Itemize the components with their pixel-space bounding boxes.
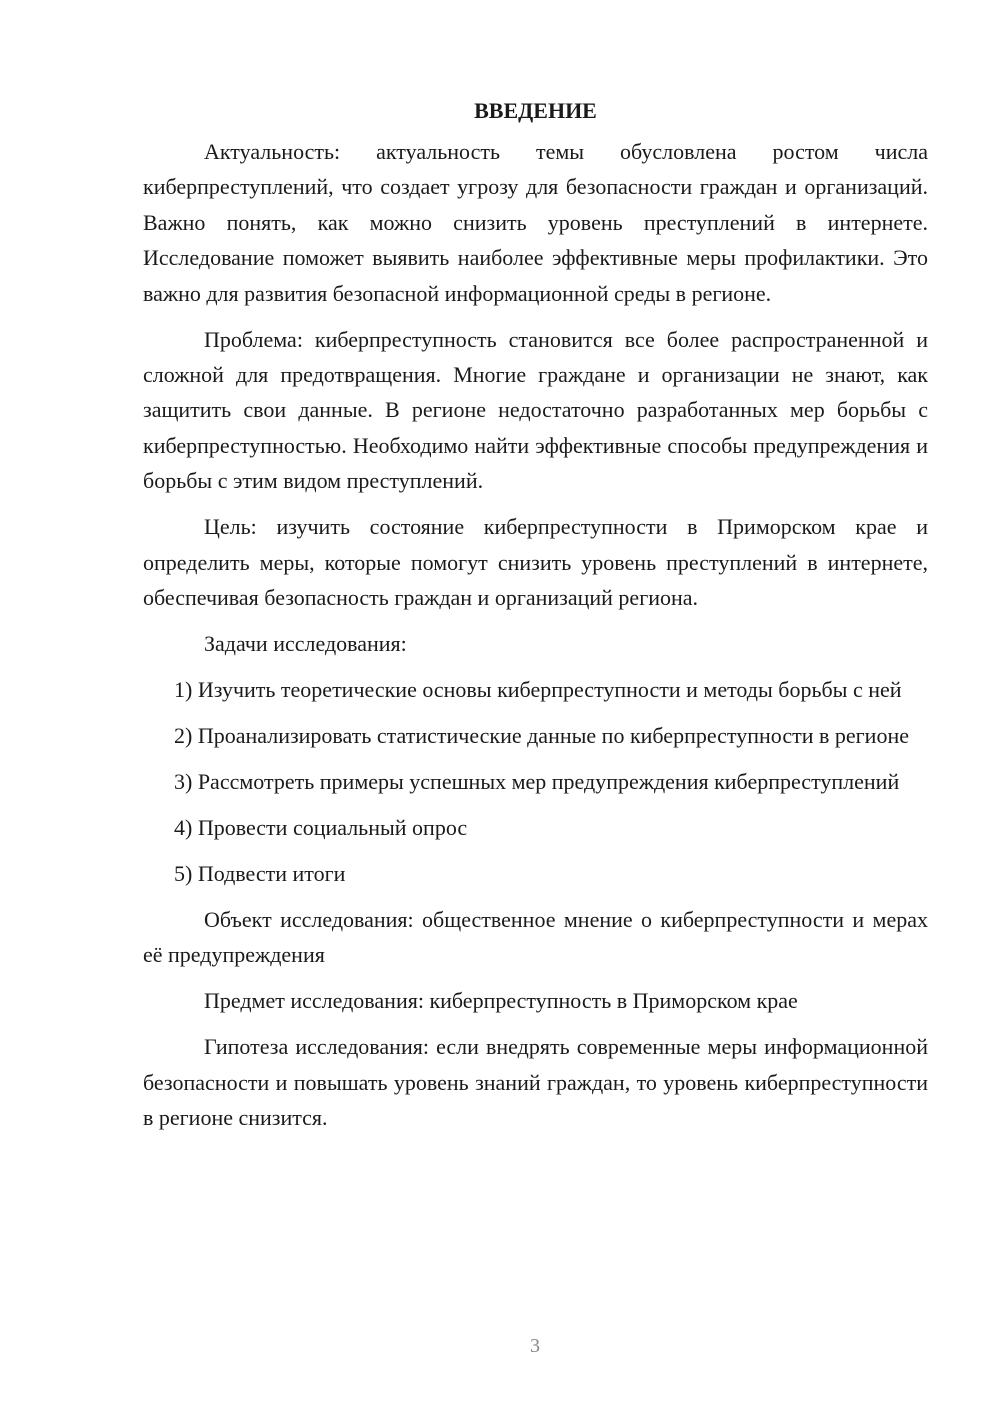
- task-item-5: 5) Подвести итоги: [174, 861, 346, 887]
- relevance-paragraph: Актуальность: актуальность темы обусловлена ростом числа киберпреступлений, что создает угрозу для безопасности граждан и организаций. Важно понять, как можно снизить уровень преступлений в интернете. Исследование поможет выявить наиболее эффективные меры профилактики. Это важно для развития безопасной информационной среды в регионе.: [143, 139, 928, 306]
- section-title: ВВЕДЕНИЕ: [474, 98, 597, 123]
- object-paragraph: Объект исследования: общественное мнение о киберпреступности и мерах её предупреждения: [143, 907, 928, 968]
- hypothesis-paragraph: Гипотеза исследования: если внедрять современные меры информационной безопасности и повышать уровень знаний граждан, то уровень киберпреступности в регионе снизится.: [143, 1034, 928, 1131]
- task-item-2: 2) Проанализировать статистические данные по киберпреступности в регионе: [174, 723, 909, 749]
- page-number: 3: [530, 1335, 540, 1357]
- problem-paragraph: Проблема: киберпреступность становится все более распространенной и сложной для предотвращения. Многие граждане и организации не знают, как защитить свои данные. В регионе недостаточно разработанных мер борьбы с киберпреступностью. Необходимо найти эффективные способы предупреждения и борьбы с этим видом преступлений.: [143, 326, 928, 494]
- task-item-1: 1) Изучить теоретические основы киберпреступности и методы борьбы с ней: [174, 677, 902, 703]
- goal-paragraph: Цель: изучить состояние киберпреступности в Приморском крае и определить меры, которые помогут снизить уровень преступлений в интернете, обеспечивая безопасность граждан и организаций региона.: [143, 514, 928, 611]
- task-item-3: 3) Рассмотреть примеры успешных мер предупреждения киберпреступлений: [174, 769, 900, 795]
- task-item-4: 4) Провести социальный опрос: [174, 815, 468, 841]
- tasks-heading: Задачи исследования:: [204, 631, 407, 657]
- subject-paragraph: Предмет исследования: киберпреступность в Приморском крае: [204, 988, 798, 1014]
- page-content: [143, 93, 928, 1146]
